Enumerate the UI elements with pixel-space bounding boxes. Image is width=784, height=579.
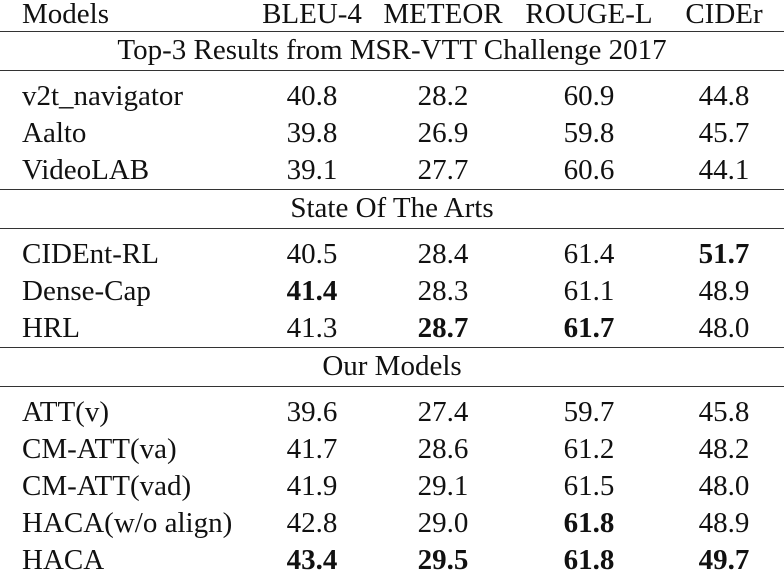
table-row bbox=[0, 542, 784, 579]
cider-cell: 48.0 bbox=[698, 470, 750, 502]
meteor-cell: 28.6 bbox=[417, 433, 469, 465]
bleu4-cell: 39.8 bbox=[286, 117, 338, 149]
cider-cell: 49.7 bbox=[698, 544, 750, 576]
table-row bbox=[0, 70, 784, 115]
bleu4-cell: 43.4 bbox=[286, 544, 338, 576]
bleu4-cell: 40.5 bbox=[286, 238, 338, 271]
rougel-cell: 61.2 bbox=[563, 433, 615, 465]
model-name-cell: Aalto bbox=[22, 117, 87, 149]
rougel-cell: 60.6 bbox=[563, 153, 615, 186]
bleu4-cell: 41.4 bbox=[286, 275, 338, 307]
model-name-cell: CM-ATT(va) bbox=[22, 433, 177, 465]
meteor-cell: 28.7 bbox=[417, 311, 469, 344]
rougel-cell: 61.5 bbox=[563, 470, 615, 502]
rougel-cell: 61.4 bbox=[563, 238, 615, 271]
cider-cell: 45.8 bbox=[698, 396, 750, 429]
cider-cell: 48.9 bbox=[698, 275, 750, 307]
model-name-cell: ATT(v) bbox=[22, 396, 109, 429]
rougel-cell: 59.7 bbox=[563, 396, 615, 429]
column-header-bleu4: BLEU-4 bbox=[262, 0, 362, 30]
rougel-cell: 59.8 bbox=[563, 117, 615, 149]
model-name-cell: CM-ATT(vad) bbox=[22, 470, 192, 502]
column-header-models: Models bbox=[22, 0, 109, 30]
meteor-cell: 27.4 bbox=[417, 396, 469, 429]
rougel-cell: 60.9 bbox=[563, 80, 615, 113]
rougel-cell: 61.8 bbox=[563, 507, 615, 539]
column-header-cider: CIDEr bbox=[685, 0, 763, 30]
meteor-cell: 29.5 bbox=[417, 544, 469, 576]
section-header-row bbox=[0, 31, 784, 70]
bleu4-cell: 41.9 bbox=[286, 470, 338, 502]
cider-cell: 45.7 bbox=[698, 117, 750, 149]
bleu4-cell: 42.8 bbox=[286, 507, 338, 539]
column-header-rougel: ROUGE-L bbox=[525, 0, 653, 30]
bleu4-cell: 41.3 bbox=[286, 311, 338, 344]
rougel-cell: 61.7 bbox=[563, 311, 615, 344]
table-row bbox=[0, 273, 784, 310]
model-name-cell: CIDEnt-RL bbox=[22, 238, 159, 271]
table-row bbox=[0, 468, 784, 505]
rougel-cell: 61.1 bbox=[563, 275, 615, 307]
cider-cell: 48.2 bbox=[698, 433, 750, 465]
section-header-row bbox=[0, 189, 784, 228]
meteor-cell: 28.2 bbox=[417, 80, 469, 113]
model-name-cell: HACA bbox=[22, 544, 105, 576]
table-row bbox=[0, 228, 784, 273]
cider-cell: 48.9 bbox=[698, 507, 750, 539]
section-title: State Of The Arts bbox=[290, 192, 494, 224]
meteor-cell: 28.3 bbox=[417, 275, 469, 307]
column-header-meteor: METEOR bbox=[383, 0, 503, 30]
model-name-cell: v2t_navigator bbox=[22, 80, 184, 113]
header-row bbox=[0, 0, 784, 31]
rougel-cell: 61.8 bbox=[563, 544, 615, 576]
meteor-cell: 27.7 bbox=[417, 153, 469, 186]
cider-cell: 51.7 bbox=[698, 238, 750, 271]
table-row bbox=[0, 152, 784, 189]
meteor-cell: 26.9 bbox=[417, 117, 469, 149]
table-body bbox=[0, 31, 784, 579]
table-row bbox=[0, 310, 784, 347]
cider-cell: 44.8 bbox=[698, 80, 750, 113]
table-row bbox=[0, 431, 784, 468]
section-title: Our Models bbox=[322, 350, 462, 382]
cider-cell: 48.0 bbox=[698, 311, 750, 344]
section-title: Top-3 Results from MSR-VTT Challenge 2017 bbox=[117, 34, 667, 66]
table-row bbox=[0, 505, 784, 542]
meteor-cell: 29.0 bbox=[417, 507, 469, 539]
bleu4-cell: 39.1 bbox=[286, 153, 338, 186]
section-header-row bbox=[0, 347, 784, 386]
bleu4-cell: 41.7 bbox=[286, 433, 338, 465]
model-name-cell: VideoLAB bbox=[22, 153, 150, 186]
table-row bbox=[0, 386, 784, 431]
bleu4-cell: 39.6 bbox=[286, 396, 338, 429]
meteor-cell: 29.1 bbox=[417, 470, 469, 502]
model-name-cell: HACA(w/o align) bbox=[22, 507, 233, 539]
model-name-cell: HRL bbox=[22, 311, 80, 344]
table-row bbox=[0, 115, 784, 152]
model-name-cell: Dense-Cap bbox=[22, 275, 151, 307]
cider-cell: 44.1 bbox=[698, 153, 750, 186]
bleu4-cell: 40.8 bbox=[286, 80, 338, 113]
meteor-cell: 28.4 bbox=[417, 238, 469, 271]
